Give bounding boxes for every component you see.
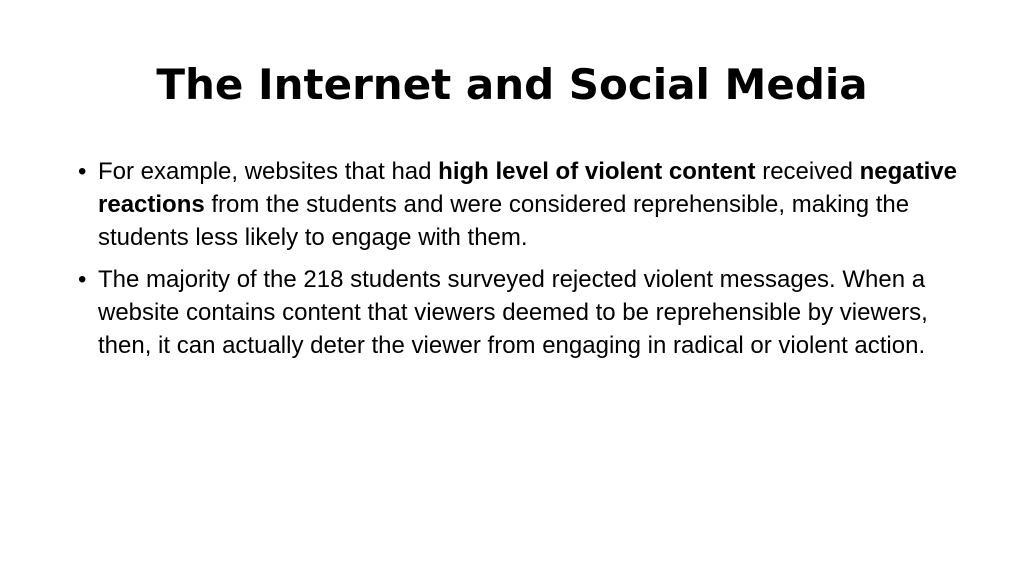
bullet-dot-icon: • (78, 266, 87, 293)
bullet-text (98, 266, 928, 359)
bullet-text (98, 158, 957, 251)
slide-title: The Internet and Social Media (156, 60, 868, 109)
bullet-item (78, 263, 958, 362)
bullet-list (78, 155, 958, 371)
text-segment: from the students and were considered reprehensible, making the students less likely to engage with them. (98, 191, 910, 251)
bold-text-segment: negative reactions (98, 158, 957, 218)
bullet-dot-icon: • (78, 158, 87, 185)
text-segment: For example, websites that had (98, 158, 439, 185)
text-segment: The majority of the 218 students surveyed rejected violent messages. When a website contains content that viewers deemed to be reprehensible by viewers, then, it can actually deter the viewer from engaging in radical or violent action. (98, 266, 928, 359)
bold-text-segment: high level of violent content (438, 158, 756, 185)
text-segment: received (755, 158, 860, 185)
bullet-item (78, 155, 958, 254)
